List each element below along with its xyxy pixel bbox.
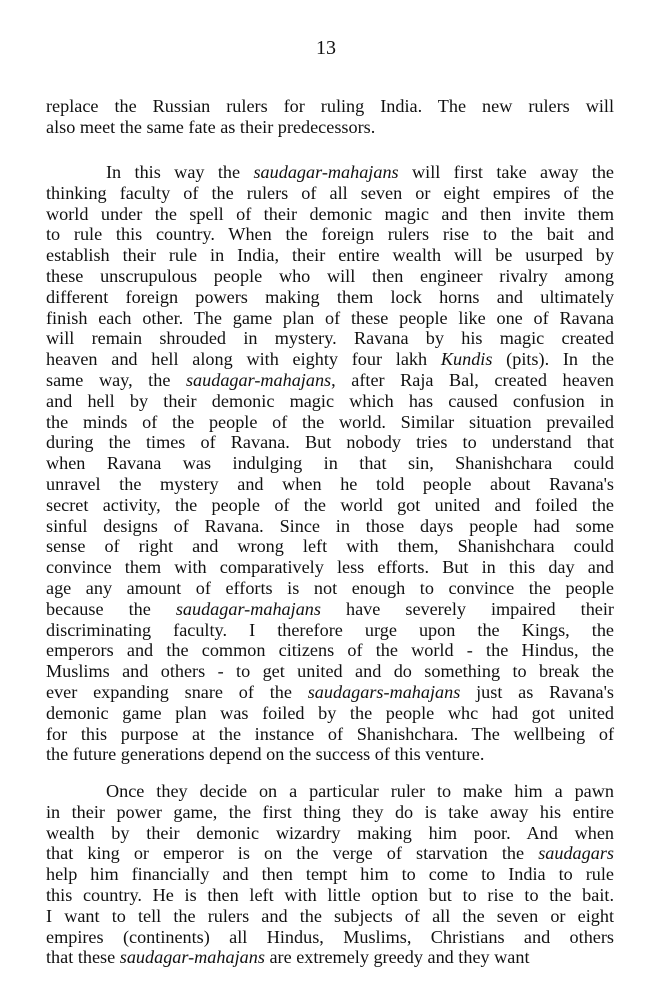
text-line: In this way the saudagar-mahajans will first take away the xyxy=(106,162,614,182)
text-line: these unscrupulous people who will then engineer rivalry among xyxy=(46,265,614,286)
text-line: to rule this country. When the foreign rulers rise to the bait and xyxy=(46,224,614,245)
text-line: thinking faculty of the rulers of all seven or eight empires of the xyxy=(46,182,614,203)
text-line: unravel the mystery and when he told people about Ravana's xyxy=(46,473,614,494)
page-number: 13 xyxy=(316,37,336,59)
text-line: will remain shrouded in mystery. Ravana by his magic created xyxy=(46,328,614,349)
text-line: finish each other. The game plan of these people like one of Ravana xyxy=(46,307,614,328)
text-line: that these saudagar-mahajans are extremely greedy and they want xyxy=(46,947,530,968)
text-line: the minds of the people of the world. Similar situation prevailed xyxy=(46,411,614,432)
text-line: Muslims and others - to get united and do something to break the xyxy=(46,661,614,682)
text-line: convince them with comparatively less efforts. But in this day and xyxy=(46,557,614,578)
text-line: discriminating faculty. I therefore urge upon the Kings, the xyxy=(46,619,614,640)
text-line: wealth by their demonic wizardry making him poor. And when xyxy=(46,822,614,843)
text-line: help him financially and then tempt him to come to India to rule xyxy=(46,864,614,885)
paragraph-3 xyxy=(46,781,614,968)
text-line: demonic game plan was foiled by the people whc had got united xyxy=(46,702,614,723)
text-line: that king or emperor is on the verge of starvation the saudagars xyxy=(46,843,614,864)
text-line: during the times of Ravana. But nobody tries to understand that xyxy=(46,432,614,453)
text-line: world under the spell of their demonic magic and then invite them xyxy=(46,203,614,224)
paragraph-2 xyxy=(46,162,614,765)
text-line: sinful designs of Ravana. Since in those days people had some xyxy=(46,515,614,536)
text-line: secret activity, the people of the world got united and foiled the xyxy=(46,494,614,515)
text-line: when Ravana was indulging in that sin, Shanishchara could xyxy=(46,453,614,474)
text-line: emperors and the common citizens of the world - the Hindus, the xyxy=(46,640,614,661)
text-line: this country. He is then left with little option but to rise to the bait. xyxy=(46,884,614,905)
text-line: and hell by their demonic magic which has caused confusion in xyxy=(46,390,614,411)
text-line: because the saudagar-mahajans have severely impaired their xyxy=(46,598,614,619)
text-line: empires (continents) all Hindus, Muslims, Christians and others xyxy=(46,926,614,947)
paragraph-1 xyxy=(46,96,614,138)
text-line: also meet the same fate as their predecessors. xyxy=(46,116,376,137)
text-line: replace the Russian rulers for ruling India. The new rulers will xyxy=(46,96,614,116)
text-line: age any amount of efforts is not enough to convince the people xyxy=(46,577,614,598)
text-line: same way, the saudagar-mahajans, after Raja Bal, created heaven xyxy=(46,369,614,390)
text-line: for this purpose at the instance of Shanishchara. The wellbeing of xyxy=(46,723,614,744)
text-line: Once they decide on a particular ruler to make him a pawn xyxy=(106,781,614,801)
text-line: ever expanding snare of the saudagars-mahajans just as Ravana's xyxy=(46,681,614,702)
text-line: establish their rule in India, their entire wealth will be usurped by xyxy=(46,245,614,266)
text-line: in their power game, the first thing they do is take away his entire xyxy=(46,801,614,822)
text-line: I want to tell the rulers and the subjects of all the seven or eight xyxy=(46,905,614,926)
text-line: sense of right and wrong left with them, Shanishchara could xyxy=(46,536,614,557)
text-line: heaven and hell along with eighty four lakh Kundis (pits). In the xyxy=(46,349,614,370)
text-line: different foreign powers making them lock horns and ultimately xyxy=(46,286,614,307)
text-line: the future generations depend on the success of this venture. xyxy=(46,744,485,765)
